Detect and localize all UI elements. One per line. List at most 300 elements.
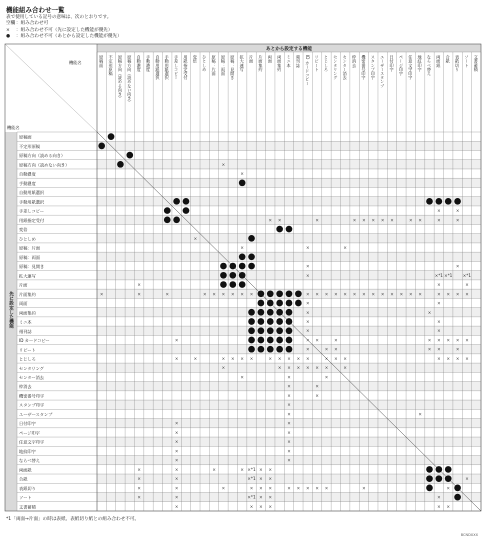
mark-dot (229, 272, 236, 279)
mark-x: × (465, 476, 469, 482)
row-label: 片面 (19, 282, 28, 288)
column-header: 拡大連写 (239, 55, 245, 72)
top-header: あとから設定する機能 (266, 47, 312, 52)
mark-dot (248, 263, 255, 270)
mark-x: × (296, 365, 301, 371)
mark-dot (276, 226, 283, 233)
mark-x: × (287, 429, 291, 435)
row-label: 両面集約 (19, 310, 36, 316)
mark-x: × (221, 291, 226, 297)
mark-x: × (137, 466, 141, 472)
mark-x: × (455, 217, 460, 223)
row-label: 原稿方向（読めない向き） (19, 162, 70, 168)
mark-dot (164, 207, 171, 214)
page-title: 機能組み合わせ一覧 (6, 6, 65, 14)
mark-x: × (315, 485, 319, 491)
legend-intro: 表で使用している記号の意味は、次のとおりです。 (6, 15, 112, 20)
mark-dot (267, 318, 274, 325)
column-header: 原稿：片面 (211, 55, 217, 76)
mark-x: × (315, 291, 319, 297)
mark-dot (286, 300, 293, 307)
row-shade (97, 252, 481, 261)
mark-x: × (305, 245, 310, 251)
mark-x: × (221, 365, 226, 371)
column-header: 片面 (249, 55, 255, 64)
row-label: ユーザースタンプ (19, 411, 53, 417)
row-label: 原稿方向（読める向き） (19, 153, 66, 159)
column-header: 文書蓄積 (473, 55, 479, 72)
mark-x: × (427, 346, 432, 352)
row-shade (97, 271, 481, 280)
mark-dot (248, 337, 255, 344)
corner-diagonal (5, 44, 97, 132)
mark-x: × (305, 337, 310, 343)
mark-dot (267, 309, 274, 316)
row-label: 原稿：両面 (19, 254, 40, 260)
mark-x: × (465, 291, 469, 297)
mark-dot (108, 133, 115, 140)
mark-dot (117, 161, 124, 168)
left-header: 先に設定した機能 (8, 291, 14, 329)
mark-dot (239, 180, 246, 187)
mark-x: × (212, 291, 216, 297)
mark-x: × (277, 365, 282, 371)
row-label: 両面 (19, 301, 28, 307)
mark-dot (454, 494, 461, 501)
mark-dot (454, 485, 461, 492)
mark-dot (220, 272, 227, 279)
mark-dot (258, 327, 265, 334)
legend-symbol: 空欄 (6, 21, 16, 27)
mark-x: × (305, 263, 310, 269)
column-header: 機密番号印字 (361, 55, 367, 80)
column-header: リピート (314, 55, 320, 72)
mark-dot (248, 318, 255, 325)
mark-x: × (371, 291, 376, 297)
mark-dot (173, 216, 180, 223)
mark-x: × (137, 291, 141, 297)
mark-x: × (437, 494, 441, 500)
mark-x: × (174, 466, 179, 472)
mark-x: × (305, 328, 310, 334)
mark-x: × (324, 291, 329, 297)
mark-x: × (343, 245, 347, 251)
mark-dot (276, 327, 283, 334)
row-shade (97, 493, 481, 502)
row-label: ID カードコピー (19, 338, 50, 344)
mark-x: × (362, 485, 366, 491)
mark-x: × (259, 494, 263, 500)
mark-x: × (465, 355, 469, 361)
mark-dot (229, 263, 236, 270)
mark-dot (183, 198, 190, 205)
mark-dot (183, 207, 190, 214)
mark-x: × (240, 245, 244, 251)
mark-dot (239, 281, 246, 288)
mark-x: × (137, 476, 141, 482)
mark-dot (286, 290, 293, 297)
mark-x: × (231, 291, 235, 297)
mark-x: × (390, 291, 394, 297)
mark-x: × (324, 346, 329, 352)
row-label: ソート (19, 495, 32, 501)
mark-x: × (455, 263, 460, 269)
mark-x: × (305, 272, 310, 278)
mark-x: × (221, 161, 226, 167)
mark-x: × (437, 300, 441, 306)
mark-x: × (268, 503, 273, 509)
mark-dot (258, 318, 265, 325)
mark-x: × (305, 300, 310, 306)
mark-x: × (446, 355, 450, 361)
mark-dot (276, 309, 283, 316)
mark-dot (436, 466, 443, 473)
mark-x: × (315, 365, 319, 371)
mark-dot (295, 290, 302, 297)
mark-x: × (455, 355, 460, 361)
row-shade (97, 141, 481, 150)
mark-x: × (437, 355, 441, 361)
mark-dot (258, 300, 265, 307)
mark-dot (258, 309, 265, 316)
mark-x: × (193, 235, 198, 241)
mark-x: × (240, 355, 244, 361)
row-label: 自動濃度 (19, 171, 36, 177)
mark-x: × (277, 355, 282, 361)
mark-x: × (174, 429, 179, 435)
row-label: 手動用紙選択 (19, 199, 45, 205)
column-header: 表紙切り (455, 55, 461, 72)
mark-x: × (240, 374, 244, 380)
row-label: 週刊誌 (19, 328, 32, 334)
mark-x: × (455, 337, 460, 343)
row-label: 原稿：片面 (19, 245, 40, 251)
mark-x: × (334, 337, 338, 343)
mark-x: × (202, 291, 207, 297)
row-label: スタンプ印字 (19, 402, 45, 408)
mark-dot (258, 346, 265, 353)
mark-x: × (315, 337, 319, 343)
mark-x: × (324, 374, 329, 380)
column-header: ページ印字 (398, 55, 404, 76)
mark-x: × (427, 337, 432, 343)
column-header: センター消去 (342, 55, 348, 80)
mark-x: × (418, 291, 422, 297)
row-label: 変倍 (19, 227, 28, 233)
column-header: 原稿方向（読めない向き） (127, 55, 133, 105)
mark-x-footnote: ×*1 (247, 466, 256, 472)
mark-dot (258, 290, 265, 297)
mark-x: × (305, 485, 310, 491)
mark-dot (248, 253, 255, 260)
row-label: 手動濃度 (19, 180, 36, 186)
mark-x: × (362, 217, 366, 223)
mark-x: × (437, 319, 441, 324)
row-label: 日付印字 (19, 421, 36, 427)
mark-x: × (174, 355, 179, 361)
row-label: とじしろ (19, 356, 36, 362)
mark-dot (286, 327, 293, 334)
mark-x: × (408, 291, 413, 297)
mark-dot (454, 198, 461, 205)
column-header: 用紙指定受付 (183, 55, 189, 80)
column-header: 原稿：見開き (230, 55, 236, 80)
mark-x: × (427, 309, 432, 315)
column-header: 原稿面 (99, 55, 105, 68)
mark-dot (426, 485, 433, 492)
column-header: 不定形原稿 (108, 55, 114, 76)
row-label: ならべ替え (19, 458, 40, 464)
mark-x: × (268, 355, 273, 361)
mark-x: × (137, 494, 141, 500)
mark-x: × (249, 485, 254, 491)
mark-x: × (343, 355, 347, 361)
row-label: 枠消去 (19, 384, 32, 390)
mark-x: × (259, 476, 263, 482)
column-header: ミニ本 (286, 55, 292, 68)
mark-x: × (324, 485, 329, 491)
mark-x: × (174, 439, 179, 445)
mark-x: × (174, 457, 179, 463)
mark-dot (276, 290, 283, 297)
column-header: 週刊誌 (295, 55, 301, 68)
row-label: センター消去 (19, 374, 44, 380)
mark-x-footnote: ×*1 (247, 476, 256, 482)
mark-x: × (137, 282, 141, 288)
mark-dot (220, 281, 227, 288)
mark-x: × (437, 282, 441, 288)
mark-x: × (437, 337, 441, 343)
mark-x: × (315, 383, 319, 389)
mark-dot (229, 281, 236, 288)
mark-x: × (418, 411, 422, 417)
mark-dot (286, 318, 293, 325)
mark-x: × (287, 448, 291, 454)
mark-x: × (465, 282, 469, 288)
mark-dot (239, 272, 246, 279)
mark-dot (173, 198, 180, 205)
column-header: 手差しコピー (174, 55, 180, 80)
legend-text: ：組み合わせ可 (16, 21, 49, 27)
mark-x: × (259, 485, 263, 491)
mark-dot (276, 318, 283, 325)
mark-x: × (324, 355, 329, 361)
mark-x: × (268, 217, 273, 223)
mark-x: × (268, 476, 273, 482)
mark-x: × (418, 217, 422, 223)
mark-x: × (174, 503, 179, 509)
mark-x: × (352, 291, 357, 297)
mark-x: × (287, 383, 291, 389)
mark-x: × (193, 355, 198, 361)
mark-x: × (380, 291, 385, 297)
mark-x: × (287, 485, 291, 491)
mark-x: × (465, 337, 469, 343)
mark-x: × (437, 328, 441, 334)
mark-x-footnote: ×*1 (434, 272, 443, 278)
mark-dot (445, 198, 452, 205)
row-shade (97, 160, 481, 169)
mark-dot (286, 346, 293, 353)
column-header: 合紙 (445, 55, 451, 64)
mark-x: × (287, 402, 291, 408)
mark-x: × (446, 485, 450, 491)
mark-x: × (277, 217, 282, 223)
mark-x: × (99, 291, 104, 297)
mark-x: × (305, 355, 310, 361)
row-label: 表紙切り (19, 485, 36, 491)
mark-x: × (437, 208, 441, 214)
mark-dot (276, 337, 283, 344)
mark-x: × (259, 466, 263, 472)
mark-x: × (231, 355, 235, 361)
mark-x: × (287, 365, 291, 371)
column-header: ID カードコピー (305, 55, 311, 86)
row-label: 片面集約 (19, 291, 36, 297)
mark-x: × (305, 346, 310, 352)
mark-x: × (165, 291, 170, 297)
mark-dot (258, 337, 265, 344)
corner-label-bottom: 機能名 (7, 125, 20, 130)
mark-dot (267, 327, 274, 334)
column-header: ならべ替え (426, 55, 432, 76)
mark-x: × (221, 355, 226, 361)
row-shade (97, 197, 481, 206)
mark-x: × (240, 171, 244, 177)
mark-dot (286, 309, 293, 316)
mark-x: × (287, 457, 291, 463)
mark-x: × (380, 217, 385, 223)
mark-x: × (287, 411, 291, 417)
mark-x: × (362, 291, 366, 297)
column-header: ソート (464, 55, 470, 68)
mark-dot (445, 466, 452, 473)
mark-x: × (437, 217, 441, 223)
column-header: 原稿方向（読める向き） (117, 55, 123, 101)
mark-x: × (268, 466, 273, 472)
mark-x: × (287, 420, 291, 426)
mark-x: × (259, 503, 263, 509)
mark-x: × (437, 291, 441, 297)
mark-dot (426, 198, 433, 205)
mark-x: × (455, 208, 460, 214)
mark-dot (248, 235, 255, 242)
row-label: 用紙指定受付 (19, 217, 45, 223)
legend-text: ：組み合わせ不可（あとから設定した機能が優先） (16, 33, 122, 39)
column-header: ひとしめ (202, 55, 208, 72)
mark-x: × (174, 476, 179, 482)
mark-dot (248, 346, 255, 353)
mark-x: × (174, 448, 179, 454)
column-header: 日付印字 (389, 55, 395, 72)
mark-x: × (296, 355, 301, 361)
row-label: 手差しコピー (19, 208, 44, 214)
mark-x: × (212, 466, 216, 472)
row-label: センタリング (19, 365, 44, 371)
mark-x: × (240, 291, 244, 297)
mark-x: × (305, 309, 310, 315)
mark-dot (436, 475, 443, 482)
mark-x: × (437, 503, 441, 509)
row-shade (97, 178, 481, 187)
mark-x: × (334, 355, 338, 361)
mark-x: × (287, 439, 291, 445)
mark-x: × (352, 217, 357, 223)
mark-x: × (343, 291, 347, 297)
mark-dot (267, 300, 274, 307)
mark-x: × (371, 217, 376, 223)
column-header: 自動濃度 (136, 55, 142, 72)
mark-x: × (455, 346, 460, 352)
mark-dot (267, 290, 274, 297)
mark-x: × (137, 485, 141, 491)
legend-text: ：組み合わせ不可（先に設定した機能が優先） (16, 27, 113, 33)
mark-x: × (305, 291, 310, 297)
mark-x: × (334, 346, 338, 352)
column-header: 任意文字印字 (408, 55, 414, 80)
mark-dot (248, 327, 255, 334)
mark-x: × (296, 485, 301, 491)
mark-dot (248, 309, 255, 316)
column-header: センタリング (333, 55, 339, 80)
mark-x: × (305, 365, 310, 371)
row-label: 自動用紙選択 (19, 190, 45, 196)
column-header: ユーザースタンプ (380, 55, 386, 88)
mark-x: × (249, 291, 254, 297)
row-label: 不定形原稿 (19, 143, 40, 149)
column-header: 原稿：両面 (220, 55, 226, 76)
mark-dot (436, 198, 443, 205)
row-label: ひとしめ (19, 236, 36, 242)
mark-dot (267, 337, 274, 344)
column-header: 手動用紙選択 (164, 55, 170, 80)
mark-dot (286, 337, 293, 344)
mark-x: × (315, 217, 319, 223)
mark-dot (426, 466, 433, 473)
column-header: 自動用紙選択 (155, 55, 161, 80)
mark-x: × (221, 485, 226, 491)
mark-dot (126, 152, 133, 159)
column-header: とじしろ (323, 55, 329, 72)
mark-x-footnote: ×*1 (247, 494, 256, 500)
row-shade (97, 215, 481, 224)
mark-x-footnote: ×*1 (444, 272, 453, 278)
legend-symbol: ● (6, 33, 11, 39)
mark-x: × (268, 485, 273, 491)
page-code: BCNDXXX (460, 533, 478, 537)
row-label: ページ印字 (19, 430, 40, 436)
column-header: 枠消去 (352, 55, 358, 68)
mark-x: × (174, 485, 179, 491)
mark-x: × (174, 494, 179, 500)
corner-label-top: 機能名 (69, 60, 82, 65)
mark-x: × (455, 291, 460, 297)
row-label: リピート (19, 347, 36, 353)
mark-x: × (343, 365, 347, 371)
mark-dot (220, 263, 227, 270)
row-label: 原稿面 (19, 134, 32, 140)
row-label: 地紋印字 (19, 448, 36, 454)
mark-x: × (287, 374, 291, 380)
column-header: 両面紙 (436, 55, 442, 68)
mark-x: × (268, 494, 273, 500)
mark-dot (445, 475, 452, 482)
column-header: 両面 (267, 55, 273, 64)
mark-x: × (334, 291, 338, 297)
row-label: 機密番号印字 (19, 393, 45, 399)
mark-dot (98, 143, 105, 150)
mark-dot (267, 346, 274, 353)
